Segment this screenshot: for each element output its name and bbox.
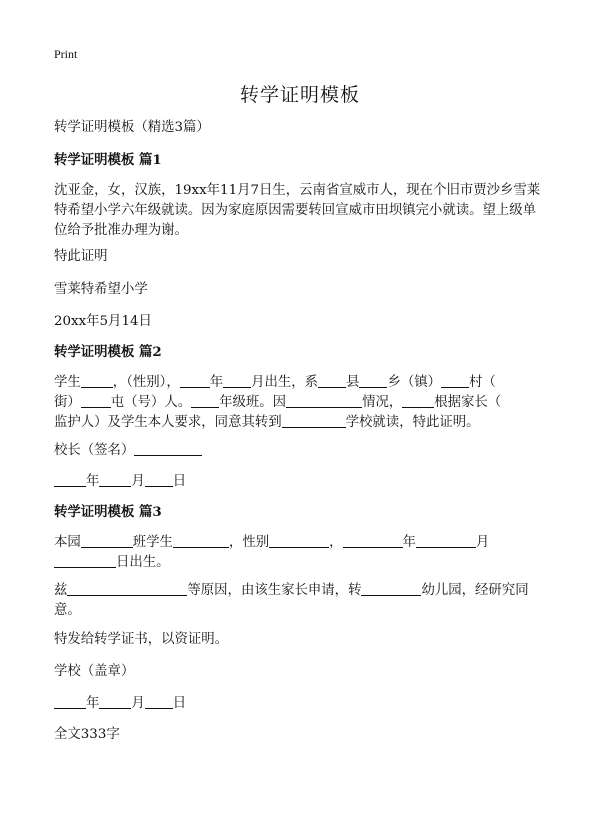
fill-blank[interactable] xyxy=(180,373,210,388)
fill-blank[interactable] xyxy=(286,393,362,408)
text-fragment: 年级班。因 xyxy=(219,395,287,410)
section-heading-3: 转学证明模板 篇3 xyxy=(54,504,162,520)
section-1-body-line: 特希望小学六年级就读。因为家庭原因需要转回宣威市田坝镇完小就读。望上级单 xyxy=(54,203,537,218)
fill-blank[interactable] xyxy=(318,373,346,388)
section-3-line-2 xyxy=(54,553,544,573)
text-fragment: 月出生，系 xyxy=(251,375,319,390)
text-fragment: 情况， xyxy=(362,395,403,410)
text-fragment: 屯（号）人。 xyxy=(110,395,192,410)
text-fragment: 班学生 xyxy=(132,535,173,550)
fill-blank[interactable] xyxy=(81,393,111,408)
text-fragment: 街） xyxy=(54,395,81,410)
section-3-paragraph-2 xyxy=(54,581,544,621)
day-label: 日 xyxy=(172,696,187,711)
section-1-date: 20xx年5月14日 xyxy=(54,314,152,329)
section-1-body-line: 位给予批准办理为谢。 xyxy=(54,223,188,238)
text-fragment: ，性别 xyxy=(228,535,270,550)
section-3-date-line xyxy=(54,693,544,714)
school-seal-label: 学校（盖章） xyxy=(54,664,135,679)
word-count: 全文333字 xyxy=(54,727,120,742)
fill-blank[interactable] xyxy=(54,472,86,487)
text-fragment: ， xyxy=(329,535,343,550)
fill-blank[interactable] xyxy=(191,393,219,408)
month-label: 月 xyxy=(131,696,145,711)
text-fragment: 月 xyxy=(475,535,490,550)
text-fragment: ，（性别）， xyxy=(112,375,180,390)
fill-blank[interactable] xyxy=(81,533,133,548)
section-3-p2-line-2: 意。 xyxy=(54,603,81,618)
text-fragment: 乡（镇） xyxy=(387,375,442,390)
fill-blank[interactable] xyxy=(269,533,329,548)
month-label: 月 xyxy=(131,474,145,489)
section-3-line-1 xyxy=(54,533,544,553)
text-fragment: 年 xyxy=(209,375,224,390)
text-fragment: 县 xyxy=(346,375,360,390)
section-2-line-3 xyxy=(54,413,544,433)
text-fragment: 学校就读，特此证明。 xyxy=(345,415,480,430)
text-fragment: 年 xyxy=(402,535,416,550)
section-3-body xyxy=(54,533,544,573)
fill-blank[interactable] xyxy=(402,393,434,408)
fill-blank[interactable] xyxy=(441,373,469,388)
text-fragment: 兹 xyxy=(54,583,68,598)
year-label: 年 xyxy=(86,696,100,711)
section-2-line-2 xyxy=(54,393,544,413)
day-label: 日 xyxy=(172,474,187,489)
fill-blank[interactable] xyxy=(343,533,403,548)
fill-blank[interactable] xyxy=(359,373,387,388)
principal-signature-line xyxy=(54,440,544,461)
fill-blank[interactable] xyxy=(173,533,229,548)
fill-blank[interactable] xyxy=(145,472,173,487)
text-fragment: 等原因，由该生家长申请，转 xyxy=(187,583,362,598)
fill-blank[interactable] xyxy=(223,373,251,388)
print-link[interactable]: Print xyxy=(54,47,78,61)
section-1-closing: 特此证明 xyxy=(54,249,108,264)
fill-blank[interactable] xyxy=(54,694,86,709)
section-2-date-line xyxy=(54,471,544,492)
text-fragment: 根据家长（ xyxy=(434,395,502,410)
section-2-body xyxy=(54,373,544,433)
fill-blank[interactable] xyxy=(81,373,113,388)
section-1-school: 雪莱特希望小学 xyxy=(54,282,148,297)
fill-blank[interactable] xyxy=(99,694,131,709)
fill-blank[interactable] xyxy=(361,581,421,596)
section-heading-1: 转学证明模板 篇1 xyxy=(54,152,162,168)
fill-blank[interactable] xyxy=(99,472,131,487)
section-1-body xyxy=(54,181,544,241)
year-label: 年 xyxy=(86,474,100,489)
certificate-statement: 特发给转学证书，以资证明。 xyxy=(54,632,229,647)
fill-blank[interactable] xyxy=(282,413,346,428)
text-fragment: 本园 xyxy=(54,535,81,550)
principal-label: 校长（签名） xyxy=(54,443,135,458)
text-fragment: 村（ xyxy=(469,375,496,390)
section-2-line-1 xyxy=(54,373,544,393)
page-title: 转学证明模板 xyxy=(239,84,360,106)
fill-blank[interactable] xyxy=(416,533,476,548)
signature-blank[interactable] xyxy=(134,441,202,456)
text-fragment: 学生 xyxy=(54,375,81,390)
section-1-body-line: 沈亚金，女，汉族，19xx年11月7日生，云南省宣威市人，现在个旧市贾沙乡雪莱 xyxy=(54,183,541,198)
section-3-p2-line-1 xyxy=(54,581,544,601)
text-fragment: 日出生。 xyxy=(116,555,170,570)
fill-blank[interactable] xyxy=(145,694,173,709)
document-subtitle: 转学证明模板（精选3篇） xyxy=(54,120,210,135)
section-heading-2: 转学证明模板 篇2 xyxy=(54,344,162,360)
fill-blank[interactable] xyxy=(67,581,187,596)
text-fragment: 监护人）及学生本人要求，同意其转到 xyxy=(54,415,282,430)
fill-blank[interactable] xyxy=(54,553,116,568)
text-fragment: 幼儿园，经研究同 xyxy=(421,583,529,598)
